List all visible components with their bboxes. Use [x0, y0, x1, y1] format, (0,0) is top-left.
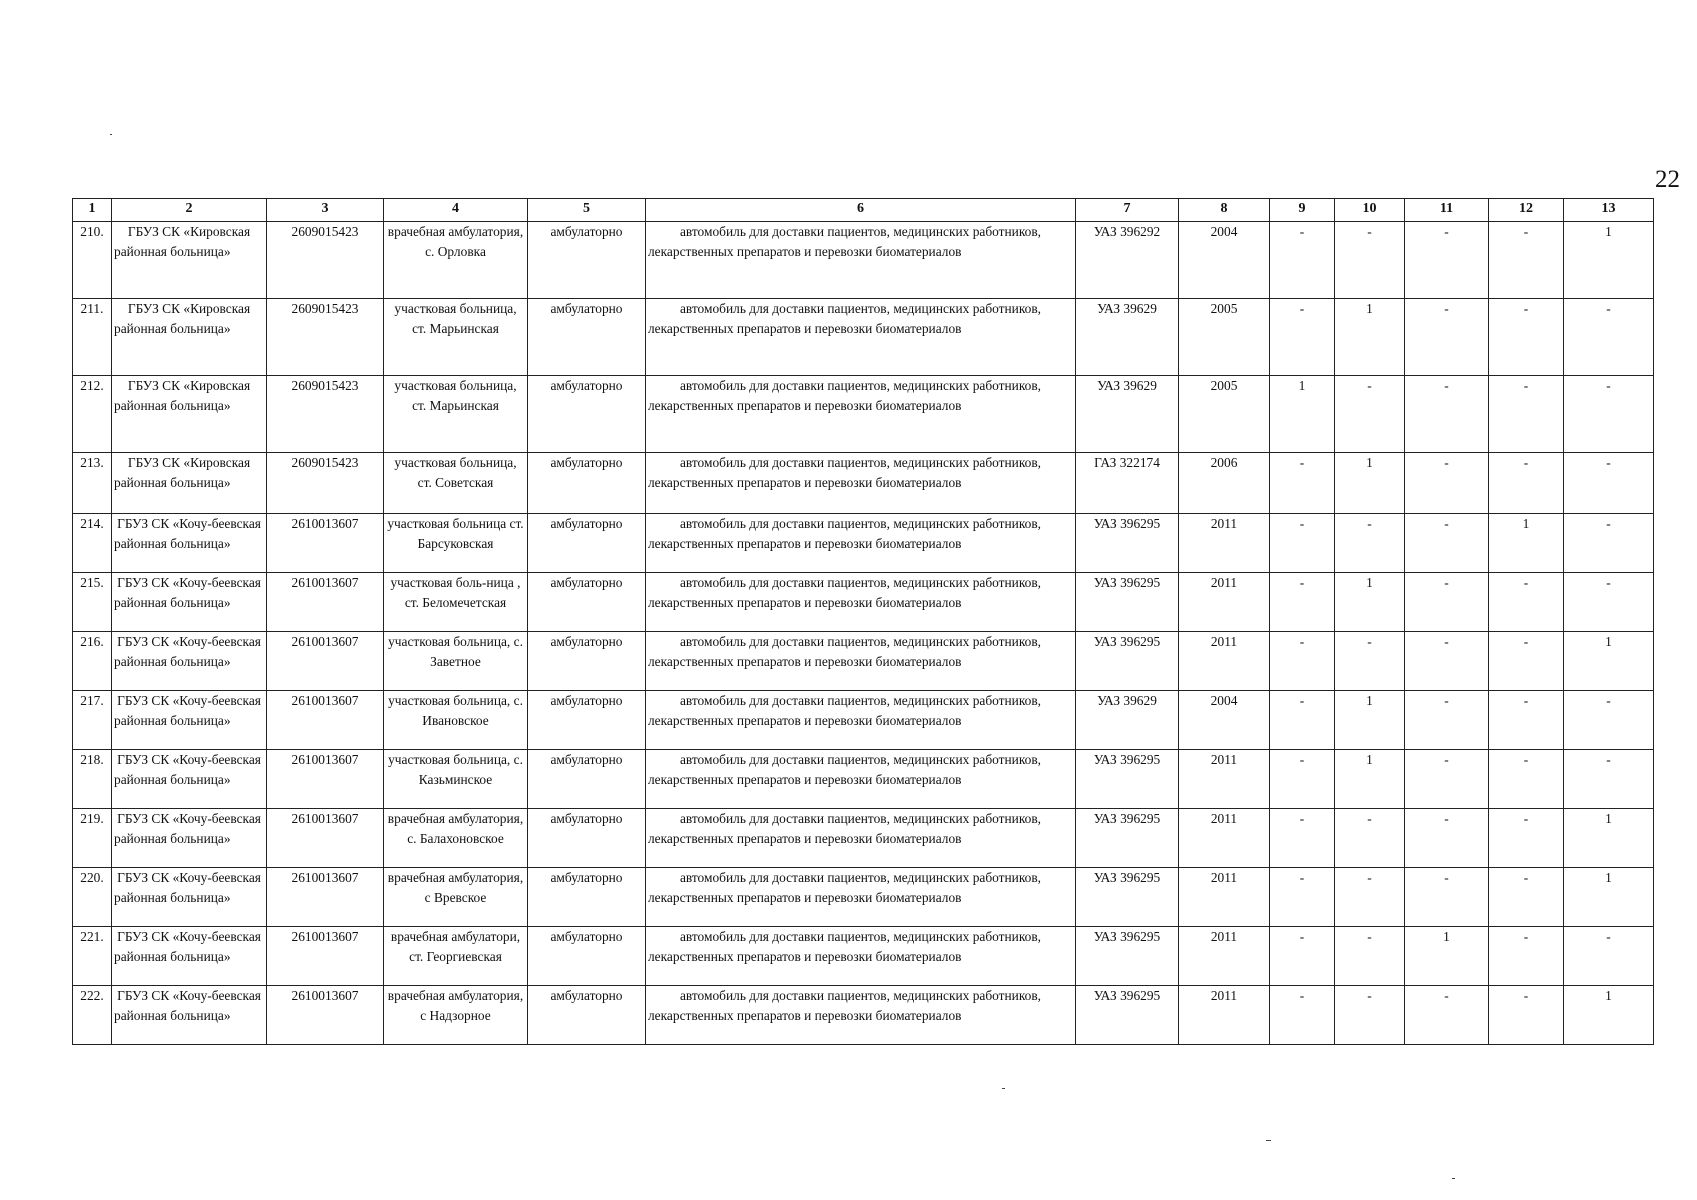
organization-cell: ГБУЗ СК «Кировская районная больница»: [112, 222, 267, 299]
scan-speck: [110, 134, 112, 135]
purpose-cell: автомобиль для доставки пациентов, медицинских работников, лекарственных препаратов и перевозки биоматериалов: [646, 376, 1076, 453]
vehicle-model-cell: УАЗ 396295: [1076, 632, 1179, 691]
purpose-cell: автомобиль для доставки пациентов, медицинских работников, лекарственных препаратов и перевозки биоматериалов: [646, 299, 1076, 376]
table-row: [73, 376, 1654, 453]
inn-cell: 2610013607: [267, 691, 384, 750]
year-cell: 2011: [1179, 573, 1270, 632]
inn-cell: 2609015423: [267, 222, 384, 299]
col-10-cell: 1: [1335, 691, 1405, 750]
vehicle-model-cell: УАЗ 396295: [1076, 514, 1179, 573]
table-row: [73, 514, 1654, 573]
organization-cell: ГБУЗ СК «Кочу-беевская районная больница»: [112, 809, 267, 868]
purpose-cell: автомобиль для доставки пациентов, медицинских работников, лекарственных препаратов и перевозки биоматериалов: [646, 691, 1076, 750]
row-number-cell: 210.: [73, 222, 112, 299]
col-9-cell: -: [1270, 986, 1335, 1045]
care-mode-cell: амбулаторно: [528, 453, 646, 514]
care-mode-cell: амбулаторно: [528, 809, 646, 868]
location-cell: участковая больница, ст. Марьинская: [384, 299, 528, 376]
organization-cell: ГБУЗ СК «Кочу-беевская районная больница»: [112, 868, 267, 927]
vehicle-model-cell: УАЗ 396295: [1076, 750, 1179, 809]
row-number-cell: 215.: [73, 573, 112, 632]
location-cell: участковая больница, с. Ивановское: [384, 691, 528, 750]
inn-cell: 2610013607: [267, 632, 384, 691]
inn-cell: 2609015423: [267, 299, 384, 376]
col-9-cell: 1: [1270, 376, 1335, 453]
table-body: [73, 222, 1654, 1045]
inn-cell: 2610013607: [267, 809, 384, 868]
column-header: 13: [1564, 199, 1654, 222]
purpose-cell: автомобиль для доставки пациентов, медицинских работников, лекарственных препаратов и перевозки биоматериалов: [646, 453, 1076, 514]
column-header: 11: [1405, 199, 1489, 222]
col-13-cell: -: [1564, 691, 1654, 750]
care-mode-cell: амбулаторно: [528, 868, 646, 927]
year-cell: 2004: [1179, 691, 1270, 750]
column-header: 8: [1179, 199, 1270, 222]
vehicle-model-cell: УАЗ 39629: [1076, 691, 1179, 750]
care-mode-cell: амбулаторно: [528, 632, 646, 691]
purpose-cell: автомобиль для доставки пациентов, медицинских работников, лекарственных препаратов и перевозки биоматериалов: [646, 986, 1076, 1045]
table-row: [73, 868, 1654, 927]
col-9-cell: -: [1270, 514, 1335, 573]
column-header: 5: [528, 199, 646, 222]
year-cell: 2011: [1179, 986, 1270, 1045]
purpose-cell: автомобиль для доставки пациентов, медицинских работников, лекарственных препаратов и перевозки биоматериалов: [646, 927, 1076, 986]
table-row: [73, 691, 1654, 750]
location-cell: врачебная амбулатория, с. Балахоновское: [384, 809, 528, 868]
col-11-cell: -: [1405, 632, 1489, 691]
year-cell: 2011: [1179, 632, 1270, 691]
care-mode-cell: амбулаторно: [528, 514, 646, 573]
organization-cell: ГБУЗ СК «Кировская районная больница»: [112, 299, 267, 376]
year-cell: 2005: [1179, 376, 1270, 453]
purpose-cell: автомобиль для доставки пациентов, медицинских работников, лекарственных препаратов и перевозки биоматериалов: [646, 632, 1076, 691]
col-9-cell: -: [1270, 453, 1335, 514]
col-9-cell: -: [1270, 809, 1335, 868]
inn-cell: 2610013607: [267, 514, 384, 573]
col-9-cell: -: [1270, 750, 1335, 809]
care-mode-cell: амбулаторно: [528, 691, 646, 750]
col-12-cell: -: [1489, 573, 1564, 632]
col-10-cell: -: [1335, 927, 1405, 986]
column-header: 2: [112, 199, 267, 222]
col-10-cell: 1: [1335, 573, 1405, 632]
col-11-cell: -: [1405, 222, 1489, 299]
purpose-cell: автомобиль для доставки пациентов, медицинских работников, лекарственных препаратов и перевозки биоматериалов: [646, 750, 1076, 809]
col-10-cell: -: [1335, 986, 1405, 1045]
row-number-cell: 218.: [73, 750, 112, 809]
column-header: 9: [1270, 199, 1335, 222]
col-10-cell: 1: [1335, 453, 1405, 514]
location-cell: врачебная амбулатория, с Надзорное: [384, 986, 528, 1045]
care-mode-cell: амбулаторно: [528, 376, 646, 453]
column-header: 1: [73, 199, 112, 222]
scan-speck: [1002, 1088, 1005, 1089]
vehicle-model-cell: УАЗ 396295: [1076, 573, 1179, 632]
col-11-cell: -: [1405, 868, 1489, 927]
scan-speck: [1266, 1140, 1271, 1141]
col-12-cell: -: [1489, 691, 1564, 750]
purpose-cell: автомобиль для доставки пациентов, медицинских работников, лекарственных препаратов и перевозки биоматериалов: [646, 573, 1076, 632]
care-mode-cell: амбулаторно: [528, 299, 646, 376]
col-12-cell: -: [1489, 927, 1564, 986]
row-number-cell: 214.: [73, 514, 112, 573]
vehicle-model-cell: УАЗ 396292: [1076, 222, 1179, 299]
col-12-cell: -: [1489, 222, 1564, 299]
col-12-cell: -: [1489, 632, 1564, 691]
inn-cell: 2610013607: [267, 750, 384, 809]
col-13-cell: 1: [1564, 632, 1654, 691]
col-13-cell: -: [1564, 376, 1654, 453]
col-13-cell: 1: [1564, 986, 1654, 1045]
col-11-cell: -: [1405, 299, 1489, 376]
col-9-cell: -: [1270, 927, 1335, 986]
col-12-cell: -: [1489, 986, 1564, 1045]
col-10-cell: 1: [1335, 750, 1405, 809]
year-cell: 2011: [1179, 809, 1270, 868]
inn-cell: 2609015423: [267, 453, 384, 514]
column-header: 3: [267, 199, 384, 222]
location-cell: участковая боль-ница , ст. Беломечетская: [384, 573, 528, 632]
location-cell: участковая больница, ст. Советская: [384, 453, 528, 514]
inn-cell: 2610013607: [267, 868, 384, 927]
year-cell: 2011: [1179, 927, 1270, 986]
col-9-cell: -: [1270, 632, 1335, 691]
care-mode-cell: амбулаторно: [528, 222, 646, 299]
col-11-cell: -: [1405, 809, 1489, 868]
year-cell: 2006: [1179, 453, 1270, 514]
col-13-cell: -: [1564, 453, 1654, 514]
col-13-cell: -: [1564, 927, 1654, 986]
vehicle-model-cell: УАЗ 396295: [1076, 809, 1179, 868]
purpose-cell: автомобиль для доставки пациентов, медицинских работников, лекарственных препаратов и перевозки биоматериалов: [646, 222, 1076, 299]
purpose-cell: автомобиль для доставки пациентов, медицинских работников, лекарственных препаратов и перевозки биоматериалов: [646, 809, 1076, 868]
organization-cell: ГБУЗ СК «Кочу-беевская районная больница»: [112, 750, 267, 809]
col-9-cell: -: [1270, 868, 1335, 927]
row-number-cell: 212.: [73, 376, 112, 453]
table-row: [73, 809, 1654, 868]
col-12-cell: 1: [1489, 514, 1564, 573]
row-number-cell: 217.: [73, 691, 112, 750]
table-row: [73, 299, 1654, 376]
page-number: 22: [1655, 166, 1680, 193]
col-13-cell: -: [1564, 750, 1654, 809]
column-header: 4: [384, 199, 528, 222]
organization-cell: ГБУЗ СК «Кочу-беевская районная больница»: [112, 691, 267, 750]
col-13-cell: 1: [1564, 868, 1654, 927]
col-13-cell: -: [1564, 573, 1654, 632]
table-row: [73, 453, 1654, 514]
organization-cell: ГБУЗ СК «Кировская районная больница»: [112, 376, 267, 453]
purpose-cell: автомобиль для доставки пациентов, медицинских работников, лекарственных препаратов и перевозки биоматериалов: [646, 868, 1076, 927]
row-number-cell: 221.: [73, 927, 112, 986]
vehicle-model-cell: УАЗ 396295: [1076, 986, 1179, 1045]
care-mode-cell: амбулаторно: [528, 573, 646, 632]
row-number-cell: 219.: [73, 809, 112, 868]
col-10-cell: -: [1335, 222, 1405, 299]
col-10-cell: -: [1335, 376, 1405, 453]
col-11-cell: -: [1405, 376, 1489, 453]
row-number-cell: 220.: [73, 868, 112, 927]
vehicle-model-cell: УАЗ 396295: [1076, 868, 1179, 927]
row-number-cell: 211.: [73, 299, 112, 376]
location-cell: участковая больница, ст. Марьинская: [384, 376, 528, 453]
row-number-cell: 216.: [73, 632, 112, 691]
organization-cell: ГБУЗ СК «Кировская районная больница»: [112, 453, 267, 514]
col-11-cell: -: [1405, 691, 1489, 750]
vehicle-register-table: [72, 198, 1654, 1045]
care-mode-cell: амбулаторно: [528, 927, 646, 986]
inn-cell: 2610013607: [267, 573, 384, 632]
location-cell: врачебная амбулатория, с Вревское: [384, 868, 528, 927]
year-cell: 2011: [1179, 750, 1270, 809]
year-cell: 2011: [1179, 868, 1270, 927]
column-header: 6: [646, 199, 1076, 222]
vehicle-model-cell: УАЗ 39629: [1076, 376, 1179, 453]
table-row: [73, 573, 1654, 632]
col-12-cell: -: [1489, 868, 1564, 927]
purpose-cell: автомобиль для доставки пациентов, медицинских работников, лекарственных препаратов и перевозки биоматериалов: [646, 514, 1076, 573]
col-13-cell: 1: [1564, 222, 1654, 299]
organization-cell: ГБУЗ СК «Кочу-беевская районная больница»: [112, 573, 267, 632]
location-cell: участковая больница, с. Казьминское: [384, 750, 528, 809]
care-mode-cell: амбулаторно: [528, 986, 646, 1045]
col-10-cell: -: [1335, 514, 1405, 573]
scan-speck: [1452, 1178, 1455, 1179]
col-10-cell: -: [1335, 868, 1405, 927]
organization-cell: ГБУЗ СК «Кочу-беевская районная больница»: [112, 986, 267, 1045]
organization-cell: ГБУЗ СК «Кочу-беевская районная больница»: [112, 927, 267, 986]
table-row: [73, 750, 1654, 809]
col-11-cell: -: [1405, 453, 1489, 514]
col-10-cell: -: [1335, 809, 1405, 868]
header-row: [73, 199, 1654, 222]
row-number-cell: 222.: [73, 986, 112, 1045]
care-mode-cell: амбулаторно: [528, 750, 646, 809]
table-row: [73, 222, 1654, 299]
row-number-cell: 213.: [73, 453, 112, 514]
inn-cell: 2610013607: [267, 986, 384, 1045]
year-cell: 2004: [1179, 222, 1270, 299]
col-9-cell: -: [1270, 573, 1335, 632]
col-11-cell: 1: [1405, 927, 1489, 986]
col-13-cell: -: [1564, 299, 1654, 376]
col-12-cell: -: [1489, 376, 1564, 453]
col-11-cell: -: [1405, 573, 1489, 632]
location-cell: врачебная амбулатори, ст. Георгиевская: [384, 927, 528, 986]
year-cell: 2011: [1179, 514, 1270, 573]
col-10-cell: -: [1335, 632, 1405, 691]
col-12-cell: -: [1489, 299, 1564, 376]
column-header: 10: [1335, 199, 1405, 222]
col-12-cell: -: [1489, 750, 1564, 809]
vehicle-model-cell: ГАЗ 322174: [1076, 453, 1179, 514]
organization-cell: ГБУЗ СК «Кочу-беевская районная больница»: [112, 514, 267, 573]
location-cell: врачебная амбулатория, с. Орловка: [384, 222, 528, 299]
year-cell: 2005: [1179, 299, 1270, 376]
col-11-cell: -: [1405, 750, 1489, 809]
col-13-cell: -: [1564, 514, 1654, 573]
inn-cell: 2610013607: [267, 927, 384, 986]
col-13-cell: 1: [1564, 809, 1654, 868]
table-row: [73, 986, 1654, 1045]
col-10-cell: 1: [1335, 299, 1405, 376]
col-9-cell: -: [1270, 299, 1335, 376]
table-row: [73, 632, 1654, 691]
vehicle-model-cell: УАЗ 396295: [1076, 927, 1179, 986]
col-11-cell: -: [1405, 514, 1489, 573]
col-11-cell: -: [1405, 986, 1489, 1045]
col-12-cell: -: [1489, 809, 1564, 868]
col-9-cell: -: [1270, 222, 1335, 299]
inn-cell: 2609015423: [267, 376, 384, 453]
location-cell: участковая больница, с. Заветное: [384, 632, 528, 691]
column-header: 7: [1076, 199, 1179, 222]
vehicle-model-cell: УАЗ 39629: [1076, 299, 1179, 376]
organization-cell: ГБУЗ СК «Кочу-беевская районная больница»: [112, 632, 267, 691]
table-row: [73, 927, 1654, 986]
location-cell: участковая больница ст. Барсуковская: [384, 514, 528, 573]
col-9-cell: -: [1270, 691, 1335, 750]
col-12-cell: -: [1489, 453, 1564, 514]
column-header: 12: [1489, 199, 1564, 222]
